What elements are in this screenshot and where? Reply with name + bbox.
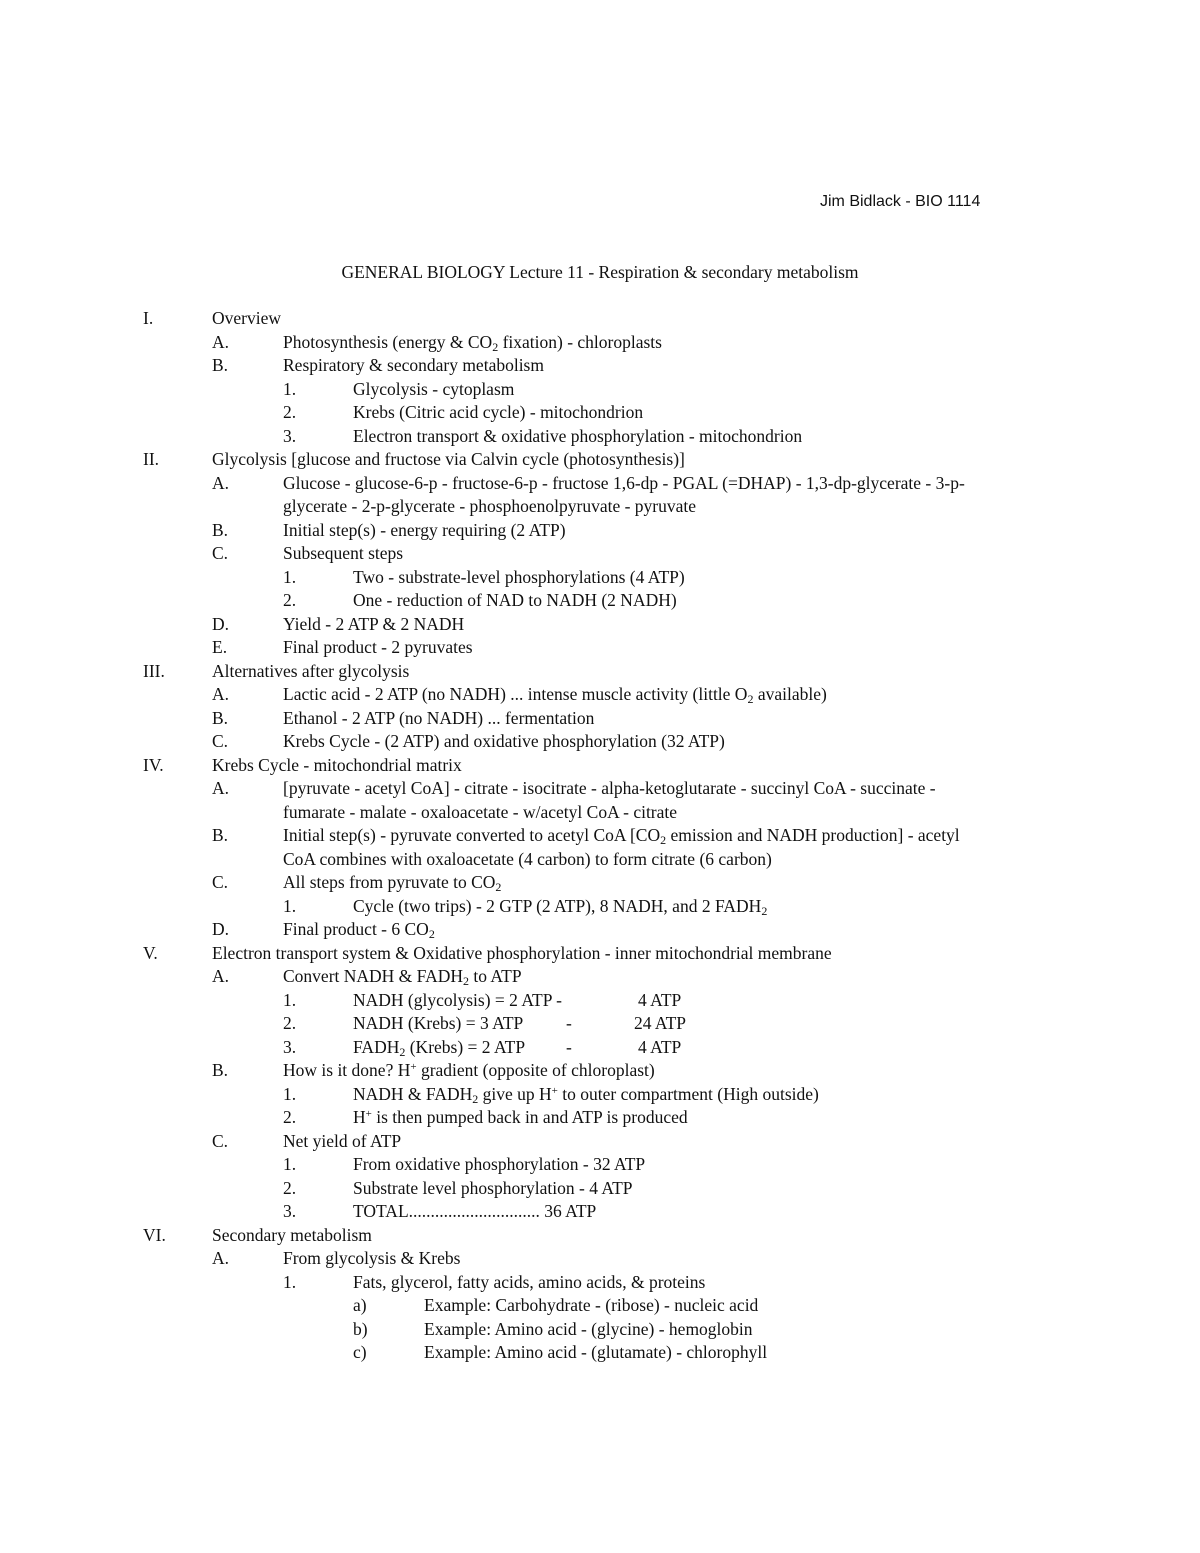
item-text: One - reduction of NAD to NADH (2 NADH)	[353, 590, 677, 610]
item-label: 1.	[283, 566, 297, 587]
item-text: Lactic acid - 2 ATP (no NADH) ... intense muscle activity (little $O_2$ available)	[283, 684, 827, 706]
outline-item	[0, 1060, 1200, 1084]
outline-item	[0, 473, 1200, 497]
item-text: NADH & $FADH_2$ give up H+ to outer compartment (High outside)	[353, 1083, 819, 1106]
section-heading: Alternatives after glycolysis	[212, 660, 410, 681]
outline-item	[0, 543, 1200, 567]
section-number: VI.	[143, 1224, 166, 1245]
item-label: B.	[212, 355, 229, 375]
outline-item	[0, 966, 1200, 990]
atp-value: 24 ATP	[634, 1013, 687, 1033]
lecture-title: GENERAL BIOLOGY Lecture 11 - Respiration & secondary metabolism	[341, 262, 859, 282]
section-number: III.	[143, 660, 165, 681]
outline-subitem	[0, 379, 1200, 403]
outline-subitem	[0, 590, 1200, 614]
lecture-outline	[0, 308, 1200, 1366]
dash: -	[566, 1036, 572, 1057]
outline-subitem	[0, 896, 1200, 920]
outline-subitem	[0, 402, 1200, 426]
outline-subitem	[0, 1178, 1200, 1202]
item-label: A.	[212, 966, 230, 986]
item-text: NADH (glycolysis) = 2 ATP -	[353, 989, 563, 1010]
item-label: B.	[212, 825, 229, 845]
item-label: 1.	[283, 989, 297, 1010]
item-text: CoA combines with oxaloacetate (4 carbon) to form citrate (6 carbon)	[283, 848, 772, 869]
outline-item	[0, 919, 1200, 943]
outline-subitem	[0, 1013, 1200, 1037]
item-label: 1.	[283, 1083, 297, 1104]
item-text: Final product - 6 $CO_2$	[283, 919, 435, 941]
item-label: c)	[353, 1342, 367, 1362]
outline-subitem	[0, 567, 1200, 591]
outline-section	[0, 449, 1200, 473]
outline-item	[0, 355, 1200, 379]
item-label: 1.	[283, 378, 297, 399]
item-text: Convert NADH & $FADH_2$ to ATP	[283, 966, 522, 988]
item-label: B.	[212, 1060, 229, 1080]
atp-value: 4 ATP	[638, 989, 682, 1010]
section-heading: Secondary metabolism	[212, 1224, 372, 1245]
item-text: fumarate - malate - oxaloacetate - w/acetyl CoA - citrate	[283, 801, 678, 822]
item-label: A.	[212, 1248, 230, 1268]
item-label: 3.	[283, 425, 297, 446]
outline-example	[0, 1295, 1200, 1319]
section-number: V.	[143, 942, 158, 963]
item-text: Krebs (Citric acid cycle) - mitochondrion	[353, 402, 644, 422]
outline-item-continuation	[0, 802, 1200, 826]
outline-item	[0, 332, 1200, 356]
item-text: Initial step(s) - pyruvate converted to acetyl CoA [$CO_2$ emission and NADH production] - acetyl	[283, 825, 960, 847]
outline-section	[0, 661, 1200, 685]
item-label: C.	[212, 543, 229, 563]
item-text: From oxidative phosphorylation - 32 ATP	[353, 1154, 646, 1174]
item-label: A.	[212, 331, 230, 352]
item-text: Ethanol - 2 ATP (no NADH) ... fermentation	[283, 707, 595, 728]
section-heading: Glycolysis [glucose and fructose via Calvin cycle (photosynthesis)]	[212, 449, 685, 469]
section-heading: Krebs Cycle - mitochondrial matrix	[212, 754, 462, 775]
dash: -	[566, 1013, 572, 1033]
section-number: IV.	[143, 754, 164, 775]
course-header: Jim Bidlack - BIO 1114	[820, 193, 981, 210]
item-label: 2.	[283, 590, 297, 610]
item-text: Krebs Cycle - (2 ATP) and oxidative phosphorylation (32 ATP)	[283, 731, 725, 751]
item-label: C.	[212, 1130, 229, 1151]
item-text: glycerate - 2-p-glycerate - phosphoenolpyruvate - pyruvate	[283, 496, 697, 516]
item-text: Electron transport & oxidative phosphorylation - mitochondrion	[353, 425, 803, 446]
item-text: H+ is then pumped back in and ATP is produced	[353, 1107, 688, 1127]
outline-item	[0, 1248, 1200, 1272]
item-text: Example: Amino acid - (glutamate) - chlorophyll	[424, 1342, 768, 1362]
item-text: Yield - 2 ATP & 2 NADH	[283, 613, 465, 634]
outline-example	[0, 1319, 1200, 1343]
item-label: C.	[212, 731, 229, 751]
item-label: 1.	[283, 1154, 297, 1174]
outline-item	[0, 520, 1200, 544]
item-label: 2.	[283, 1107, 297, 1127]
item-label: 1.	[283, 895, 297, 916]
section-heading: Overview	[212, 308, 282, 328]
item-text: Two - substrate-level phosphorylations (4 ATP)	[353, 566, 685, 587]
item-label: 2.	[283, 1177, 297, 1198]
outline-subitem	[0, 1084, 1200, 1108]
item-text: TOTAL.............................. 36 ATP	[353, 1201, 597, 1221]
item-text: How is it done? H+ gradient (opposite of chloroplast)	[283, 1060, 655, 1080]
item-text: Example: Amino acid - (glycine) - hemoglobin	[424, 1318, 753, 1339]
item-text: Net yield of ATP	[283, 1130, 402, 1151]
atp-value: 4 ATP	[638, 1036, 682, 1057]
item-text: All steps from pyruvate to $CO_2$	[283, 872, 502, 894]
section-heading: Electron transport system & Oxidative phosphorylation - inner mitochondrial membrane	[212, 942, 832, 963]
item-label: 3.	[283, 1201, 297, 1221]
item-label: C.	[212, 872, 229, 892]
item-label: A.	[212, 778, 230, 798]
outline-section	[0, 943, 1200, 967]
item-label: 2.	[283, 402, 297, 422]
outline-item	[0, 614, 1200, 638]
item-label: 2.	[283, 1013, 297, 1033]
outline-subitem	[0, 1037, 1200, 1061]
outline-example	[0, 1342, 1200, 1366]
item-text: Cycle (two trips) - 2 GTP (2 ATP), 8 NADH, and 2 $FADH_2$	[353, 895, 768, 918]
item-text: Glucose - glucose-6-p - fructose-6-p - fructose 1,6-dp - PGAL (=DHAP) - 1,3-dp-glycerate - 3-p-	[283, 472, 965, 493]
item-text: Respiratory & secondary metabolism	[283, 355, 544, 375]
outline-item	[0, 684, 1200, 708]
item-label: D.	[212, 919, 230, 939]
outline-section	[0, 755, 1200, 779]
item-text: [pyruvate - acetyl CoA] - citrate - isocitrate - alpha-ketoglutarate - succinyl CoA - succinate -	[283, 778, 936, 798]
item-label: A.	[212, 684, 230, 704]
item-text: Photosynthesis (energy & $CO_2$ fixation) - chloroplasts	[283, 331, 662, 354]
item-text: NADH (Krebs) = 3 ATP	[353, 1013, 524, 1033]
outline-item	[0, 731, 1200, 755]
section-number: I.	[143, 308, 154, 328]
item-label: B.	[212, 707, 229, 728]
item-text: Example: Carbohydrate - (ribose) - nucleic acid	[424, 1295, 759, 1315]
item-text: Subsequent steps	[283, 543, 404, 563]
item-label: 3.	[283, 1036, 297, 1057]
outline-subitem	[0, 1272, 1200, 1296]
item-label: B.	[212, 519, 229, 540]
outline-item	[0, 708, 1200, 732]
section-number: II.	[143, 449, 160, 469]
item-text: $FADH_2$ (Krebs) = 2 ATP	[353, 1036, 526, 1059]
item-text: Substrate level phosphorylation - 4 ATP	[353, 1177, 633, 1198]
outline-item-continuation	[0, 496, 1200, 520]
item-label: D.	[212, 613, 230, 634]
item-text: Glycolysis - cytoplasm	[353, 378, 515, 399]
item-text: From glycolysis & Krebs	[283, 1248, 461, 1268]
outline-item	[0, 778, 1200, 802]
outline-subitem	[0, 426, 1200, 450]
outline-item	[0, 637, 1200, 661]
item-label: a)	[353, 1295, 367, 1315]
outline-item-continuation	[0, 849, 1200, 873]
item-text: Fats, glycerol, fatty acids, amino acids, & proteins	[353, 1271, 706, 1292]
outline-subitem	[0, 1201, 1200, 1225]
outline-item	[0, 1131, 1200, 1155]
item-text: Final product - 2 pyruvates	[283, 637, 473, 657]
outline-item	[0, 825, 1200, 849]
outline-subitem	[0, 990, 1200, 1014]
item-label: A.	[212, 472, 230, 493]
outline-subitem	[0, 1154, 1200, 1178]
item-text: Initial step(s) - energy requiring (2 ATP)	[283, 519, 566, 540]
item-label: b)	[353, 1318, 368, 1339]
outline-item	[0, 872, 1200, 896]
item-label: 1.	[283, 1271, 297, 1292]
outline-subitem	[0, 1107, 1200, 1131]
item-label: E.	[212, 637, 228, 657]
outline-section	[0, 1225, 1200, 1249]
outline-section	[0, 308, 1200, 332]
